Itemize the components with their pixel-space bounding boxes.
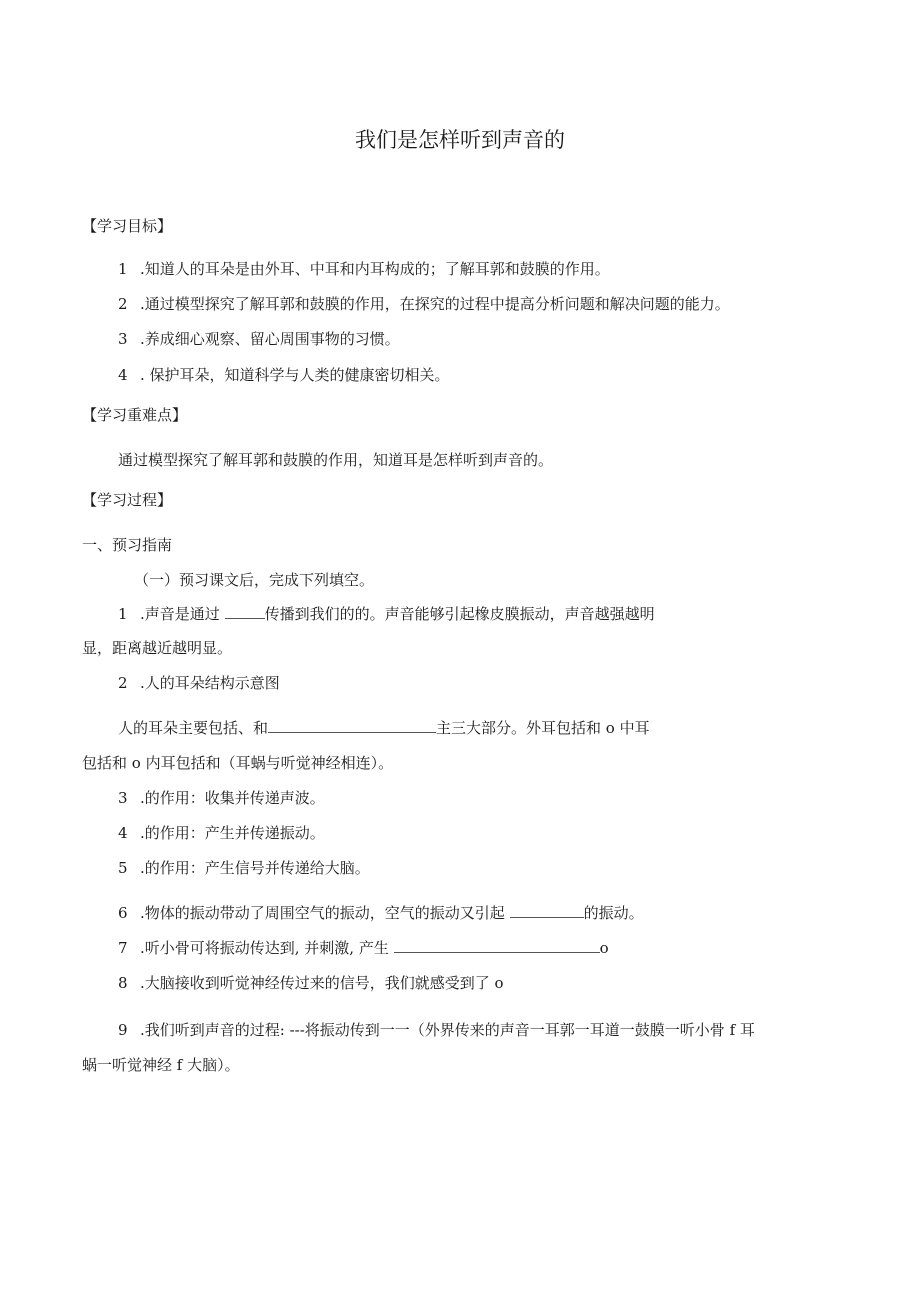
- question-6: [118, 903, 644, 923]
- answer-blank[interactable]: [394, 938, 600, 953]
- question-text: .人的耳朵结构示意图: [140, 674, 280, 692]
- ear-structure-text: [118, 718, 650, 738]
- question-5: [118, 858, 370, 878]
- question-text: .的作用：收集并传递声波。: [140, 789, 325, 807]
- question-1: [118, 604, 655, 624]
- goal-text: . 保护耳朵，知道科学与人类的健康密切相关。: [140, 366, 450, 384]
- goal-item: [118, 294, 730, 314]
- question-9-continued: 蜗一听觉神经 f 大脑）。: [82, 1056, 240, 1074]
- question-number: 9: [118, 1021, 128, 1039]
- section-heading-goals: 【学习目标】: [82, 217, 173, 235]
- question-7: [118, 938, 609, 958]
- question-number: 1: [118, 605, 128, 623]
- page-title: 我们是怎样听到声音的: [355, 128, 565, 152]
- question-text: .听小骨可将振动传达到, 并刺激, 产生: [140, 939, 389, 957]
- section-heading-process: 【学习过程】: [82, 491, 173, 509]
- question-text: .我们听到声音的过程: ---将振动传到一一（外界传来的声音一耳郭一耳道一鼓膜一听小骨 f 耳: [140, 1021, 755, 1039]
- key-points-text: 通过模型探究了解耳郭和鼓膜的作用，知道耳是怎样听到声音的。: [118, 451, 554, 469]
- goal-item: [118, 259, 610, 279]
- question-text: .声音是通过: [140, 605, 220, 623]
- question-text: 传播到我们的的。声音能够引起橡皮膜振动，声音越强越明: [264, 605, 655, 623]
- question-text: 的振动。: [583, 904, 644, 922]
- goal-number: 4: [118, 366, 128, 384]
- question-9: [118, 1020, 755, 1040]
- goal-item: [118, 365, 450, 385]
- question-number: 6: [118, 904, 128, 922]
- question-8: [118, 973, 504, 993]
- goal-text: .养成细心观察、留心周围事物的习惯。: [140, 330, 400, 348]
- part-heading-preview: 一、预习指南: [82, 536, 173, 554]
- answer-blank[interactable]: [268, 718, 436, 733]
- question-1-continued: 显，距离越近越明显。: [82, 639, 233, 657]
- ear-text: 主三大部分。外耳包括和 o 中耳: [436, 719, 650, 737]
- answer-blank[interactable]: [225, 604, 265, 619]
- goal-number: 1: [118, 260, 128, 278]
- goal-text: .知道人的耳朵是由外耳、中耳和内耳构成的；了解耳郭和鼓膜的作用。: [140, 260, 610, 278]
- goal-text: .通过模型探究了解耳郭和鼓膜的作用，在探究的过程中提高分析问题和解决问题的能力。: [140, 295, 730, 313]
- question-text: .的作用：产生并传递振动。: [140, 824, 325, 842]
- ear-text: 人的耳朵主要包括、和: [118, 719, 269, 737]
- goal-item: [118, 329, 400, 349]
- goal-number: 2: [118, 295, 128, 313]
- sub-heading-fill-in: （一）预习课文后，完成下列填空。: [134, 571, 375, 589]
- answer-blank[interactable]: [510, 903, 584, 918]
- question-number: 3: [118, 789, 128, 807]
- question-number: 7: [118, 939, 128, 957]
- question-2: [118, 673, 280, 693]
- question-3: [118, 788, 325, 808]
- question-text: .物体的振动带动了周围空气的振动，空气的振动又引起: [140, 904, 505, 922]
- question-number: 2: [118, 674, 128, 692]
- ear-structure-continued: 包括和 o 内耳包括和（耳蜗与听觉神经相连）。: [82, 754, 394, 772]
- goal-number: 3: [118, 330, 128, 348]
- question-text: o: [599, 939, 609, 957]
- section-heading-key-points: 【学习重难点】: [82, 406, 188, 424]
- question-text: .大脑接收到听觉神经传过来的信号，我们就感受到了 o: [140, 974, 504, 992]
- question-4: [118, 823, 325, 843]
- question-number: 4: [118, 824, 128, 842]
- question-text: .的作用：产生信号并传递给大脑。: [140, 859, 370, 877]
- question-number: 8: [118, 974, 128, 992]
- question-number: 5: [118, 859, 128, 877]
